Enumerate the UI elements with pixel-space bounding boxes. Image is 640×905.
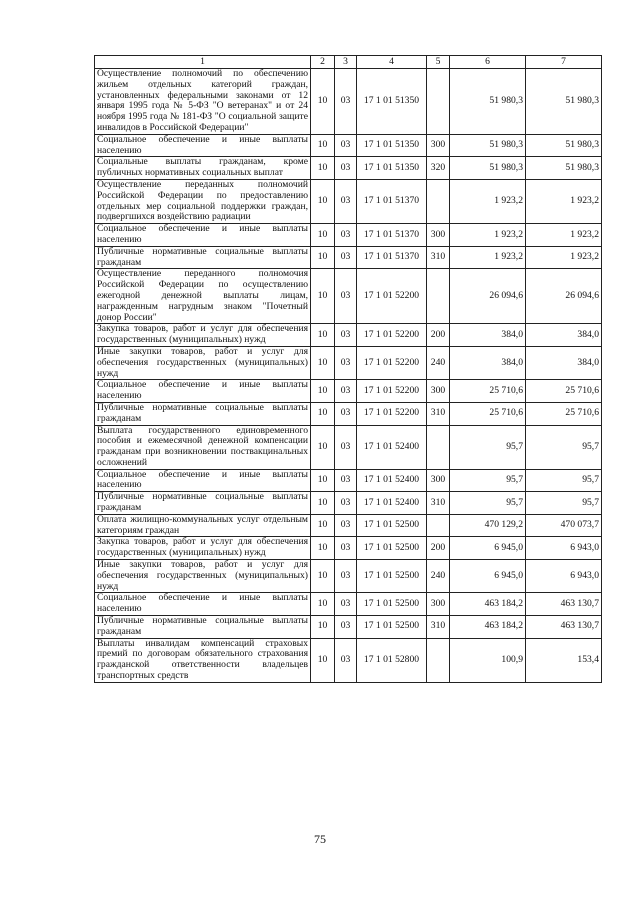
row-subsection: 03	[335, 537, 357, 560]
row-section: 10	[311, 269, 335, 324]
header-col-4: 4	[357, 56, 427, 69]
header-col-1: 1	[95, 56, 311, 69]
row-amount-col6: 25 710,6	[450, 402, 526, 425]
row-section: 10	[311, 469, 335, 492]
row-amount-col6: 463 184,2	[450, 593, 526, 616]
row-section: 10	[311, 157, 335, 180]
row-subsection: 03	[335, 246, 357, 269]
row-description: Осуществление переданных полномочий Российской Федерации по предоставлению отдельных мер социальной поддержки граждан, подвергшихся воздействию радиации	[95, 179, 311, 223]
table-row	[95, 380, 602, 403]
table-row	[95, 324, 602, 347]
row-expense-type: 300	[427, 224, 450, 247]
row-description: Публичные нормативные социальные выплаты гражданам	[95, 616, 311, 639]
row-section: 10	[311, 179, 335, 223]
header-row	[95, 56, 602, 69]
row-description: Закупка товаров, работ и услуг для обеспечения государственных (муниципальных) нужд	[95, 537, 311, 560]
row-amount-col6: 51 980,3	[450, 134, 526, 157]
row-subsection: 03	[335, 492, 357, 515]
row-subsection: 03	[335, 269, 357, 324]
header-col-7: 7	[526, 56, 602, 69]
row-subsection: 03	[335, 616, 357, 639]
row-expense-type: 300	[427, 469, 450, 492]
table-row	[95, 492, 602, 515]
row-expense-type: 310	[427, 246, 450, 269]
row-amount-col7: 95,7	[526, 425, 602, 469]
row-target-article: 17 1 01 52500	[357, 514, 427, 537]
row-expense-type	[427, 179, 450, 223]
table-row	[95, 593, 602, 616]
table-row	[95, 269, 602, 324]
row-target-article: 17 1 01 51370	[357, 246, 427, 269]
row-subsection: 03	[335, 134, 357, 157]
row-amount-col7: 153,4	[526, 638, 602, 682]
row-section: 10	[311, 346, 335, 379]
row-amount-col6: 26 094,6	[450, 269, 526, 324]
table-row	[95, 537, 602, 560]
row-amount-col7: 51 980,3	[526, 134, 602, 157]
row-amount-col6: 1 923,2	[450, 246, 526, 269]
row-target-article: 17 1 01 52500	[357, 560, 427, 593]
row-target-article: 17 1 01 51370	[357, 224, 427, 247]
table-row	[95, 514, 602, 537]
row-subsection: 03	[335, 69, 357, 135]
row-amount-col6: 95,7	[450, 492, 526, 515]
row-amount-col7: 463 130,7	[526, 616, 602, 639]
row-expense-type: 200	[427, 324, 450, 347]
row-section: 10	[311, 324, 335, 347]
row-subsection: 03	[335, 157, 357, 180]
row-description: Социальные выплаты гражданам, кроме публичных нормативных социальных выплат	[95, 157, 311, 180]
row-expense-type	[427, 69, 450, 135]
row-amount-col6: 470 129,2	[450, 514, 526, 537]
row-description: Выплаты инвалидам компенсаций страховых премий по договорам обязательного страхования гражданской ответственности владельцев транспортных средств	[95, 638, 311, 682]
row-amount-col7: 6 943,0	[526, 537, 602, 560]
row-target-article: 17 1 01 51350	[357, 134, 427, 157]
row-subsection: 03	[335, 402, 357, 425]
row-section: 10	[311, 224, 335, 247]
row-target-article: 17 1 01 51350	[357, 69, 427, 135]
row-expense-type	[427, 425, 450, 469]
row-description: Социальное обеспечение и иные выплаты населению	[95, 593, 311, 616]
row-target-article: 17 1 01 52400	[357, 469, 427, 492]
row-target-article: 17 1 01 52200	[357, 380, 427, 403]
row-section: 10	[311, 380, 335, 403]
row-amount-col6: 384,0	[450, 324, 526, 347]
row-amount-col6: 25 710,6	[450, 380, 526, 403]
row-amount-col6: 1 923,2	[450, 224, 526, 247]
row-description: Осуществление переданного полномочия Российской Федерации по осуществлению ежегодной денежной выплаты лицам, награжденным нагрудным знаком "Почетный донор России"	[95, 269, 311, 324]
row-description: Закупка товаров, работ и услуг для обеспечения государственных (муниципальных) нужд	[95, 324, 311, 347]
row-section: 10	[311, 69, 335, 135]
row-amount-col7: 95,7	[526, 492, 602, 515]
row-target-article: 17 1 01 52200	[357, 269, 427, 324]
row-target-article: 17 1 01 52200	[357, 402, 427, 425]
header-col-3: 3	[335, 56, 357, 69]
table-row	[95, 134, 602, 157]
header-col-6: 6	[450, 56, 526, 69]
table-row	[95, 469, 602, 492]
row-description: Осуществление полномочий по обеспечению жильем отдельных категорий граждан, установленных федеральными законами от 12 января 1995 года № 5-ФЗ "О ветеранах" и от 24 ноября 1995 года № 181-ФЗ "О социальной защите инвалидов в Российской Федерации"	[95, 69, 311, 135]
row-target-article: 17 1 01 52200	[357, 324, 427, 347]
table-row	[95, 425, 602, 469]
row-amount-col6: 95,7	[450, 469, 526, 492]
row-amount-col7: 25 710,6	[526, 402, 602, 425]
row-target-article: 17 1 01 52400	[357, 425, 427, 469]
row-target-article: 17 1 01 52400	[357, 492, 427, 515]
row-expense-type: 300	[427, 593, 450, 616]
row-description: Иные закупки товаров, работ и услуг для обеспечения государственных (муниципальных) нужд	[95, 346, 311, 379]
row-expense-type	[427, 514, 450, 537]
budget-table	[94, 55, 602, 683]
row-amount-col6: 51 980,3	[450, 69, 526, 135]
row-expense-type: 240	[427, 346, 450, 379]
row-amount-col7: 1 923,2	[526, 179, 602, 223]
row-amount-col7: 1 923,2	[526, 224, 602, 247]
row-expense-type: 310	[427, 616, 450, 639]
row-amount-col7: 95,7	[526, 469, 602, 492]
row-expense-type: 310	[427, 492, 450, 515]
row-amount-col6: 6 945,0	[450, 537, 526, 560]
row-amount-col7: 1 923,2	[526, 246, 602, 269]
table-row	[95, 560, 602, 593]
row-amount-col7: 463 130,7	[526, 593, 602, 616]
row-section: 10	[311, 537, 335, 560]
row-amount-col7: 384,0	[526, 346, 602, 379]
row-target-article: 17 1 01 52800	[357, 638, 427, 682]
row-amount-col6: 384,0	[450, 346, 526, 379]
row-description: Иные закупки товаров, работ и услуг для обеспечения государственных (муниципальных) нужд	[95, 560, 311, 593]
table-row	[95, 179, 602, 223]
row-subsection: 03	[335, 380, 357, 403]
row-amount-col7: 384,0	[526, 324, 602, 347]
row-amount-col6: 95,7	[450, 425, 526, 469]
row-amount-col6: 6 945,0	[450, 560, 526, 593]
row-section: 10	[311, 638, 335, 682]
row-section: 10	[311, 402, 335, 425]
row-expense-type: 320	[427, 157, 450, 180]
row-expense-type: 200	[427, 537, 450, 560]
row-amount-col7: 51 980,3	[526, 69, 602, 135]
row-amount-col6: 1 923,2	[450, 179, 526, 223]
row-amount-col6: 51 980,3	[450, 157, 526, 180]
row-subsection: 03	[335, 638, 357, 682]
row-section: 10	[311, 514, 335, 537]
table-row	[95, 402, 602, 425]
table-row	[95, 157, 602, 180]
row-subsection: 03	[335, 425, 357, 469]
row-section: 10	[311, 560, 335, 593]
row-description: Публичные нормативные социальные выплаты гражданам	[95, 492, 311, 515]
row-expense-type	[427, 638, 450, 682]
row-section: 10	[311, 492, 335, 515]
row-subsection: 03	[335, 593, 357, 616]
row-amount-col7: 51 980,3	[526, 157, 602, 180]
table-row	[95, 638, 602, 682]
row-expense-type	[427, 269, 450, 324]
row-section: 10	[311, 246, 335, 269]
row-section: 10	[311, 134, 335, 157]
row-description: Социальное обеспечение и иные выплаты населению	[95, 134, 311, 157]
row-expense-type: 240	[427, 560, 450, 593]
row-subsection: 03	[335, 179, 357, 223]
row-subsection: 03	[335, 324, 357, 347]
row-section: 10	[311, 593, 335, 616]
row-section: 10	[311, 616, 335, 639]
row-target-article: 17 1 01 52200	[357, 346, 427, 379]
row-amount-col6: 100,9	[450, 638, 526, 682]
header-col-2: 2	[311, 56, 335, 69]
row-description: Выплата государственного единовременного пособия и ежемесячной денежной компенсации гражданам при возникновении поствакцинальных осложнений	[95, 425, 311, 469]
row-amount-col7: 470 073,7	[526, 514, 602, 537]
row-subsection: 03	[335, 469, 357, 492]
row-expense-type: 300	[427, 380, 450, 403]
row-description: Социальное обеспечение и иные выплаты населению	[95, 469, 311, 492]
table-row	[95, 246, 602, 269]
table-row	[95, 616, 602, 639]
row-subsection: 03	[335, 346, 357, 379]
row-amount-col7: 6 943,0	[526, 560, 602, 593]
header-col-5: 5	[427, 56, 450, 69]
table-row	[95, 69, 602, 135]
row-description: Социальное обеспечение и иные выплаты населению	[95, 380, 311, 403]
row-subsection: 03	[335, 224, 357, 247]
table-row	[95, 224, 602, 247]
row-description: Социальное обеспечение и иные выплаты населению	[95, 224, 311, 247]
row-section: 10	[311, 425, 335, 469]
row-expense-type: 300	[427, 134, 450, 157]
row-target-article: 17 1 01 52500	[357, 537, 427, 560]
row-target-article: 17 1 01 52500	[357, 593, 427, 616]
row-description: Публичные нормативные социальные выплаты гражданам	[95, 402, 311, 425]
row-subsection: 03	[335, 560, 357, 593]
row-amount-col7: 26 094,6	[526, 269, 602, 324]
row-description: Публичные нормативные социальные выплаты гражданам	[95, 246, 311, 269]
row-amount-col6: 463 184,2	[450, 616, 526, 639]
row-target-article: 17 1 01 51350	[357, 157, 427, 180]
table-row	[95, 346, 602, 379]
row-description: Оплата жилищно-коммунальных услуг отдельным категориям граждан	[95, 514, 311, 537]
row-amount-col7: 25 710,6	[526, 380, 602, 403]
row-target-article: 17 1 01 52500	[357, 616, 427, 639]
row-expense-type: 310	[427, 402, 450, 425]
page-number: 75	[314, 832, 326, 846]
row-target-article: 17 1 01 51370	[357, 179, 427, 223]
row-subsection: 03	[335, 514, 357, 537]
